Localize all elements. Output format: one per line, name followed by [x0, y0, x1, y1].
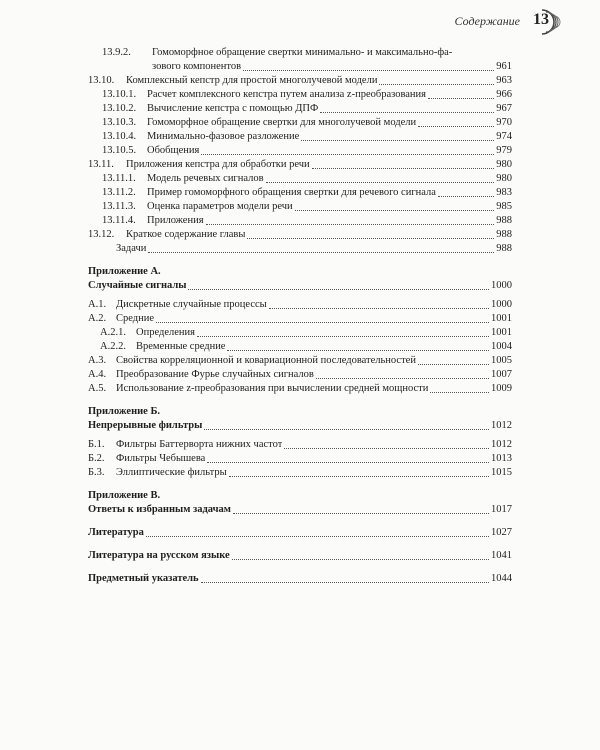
toc-entry[interactable] [88, 130, 512, 144]
toc-title: Фильтры Баттерворта нижних частот [116, 439, 283, 450]
toc-number: А.3. [88, 355, 107, 366]
toc-title: Временные средние [136, 341, 226, 352]
toc-title: Расчет комплексного кепстра путем анализа z-преобразования [147, 89, 426, 100]
toc-title: Вычисление кепстра с помощью ДПФ [147, 103, 319, 114]
toc-entry[interactable] [88, 158, 512, 172]
toc-entry[interactable] [88, 214, 512, 228]
toc-title-continued: зового компонентов [152, 61, 242, 72]
toc-number: 13.11. [88, 159, 114, 170]
leader-dots [232, 556, 489, 560]
toc-number: Б.1. [88, 439, 105, 450]
toc-title: Гомоморфное обращение свертки для многолучевой модели [147, 117, 417, 128]
toc-page: 979 [496, 145, 512, 156]
toc-title: Комплексный кепстр для простой многолучевой модели [126, 75, 378, 86]
leader-dots [430, 389, 489, 393]
toc-page: 985 [496, 201, 512, 212]
leader-dots [201, 579, 489, 583]
toc-page: 1009 [491, 383, 512, 394]
toc-page: 963 [496, 75, 512, 86]
toc-entry[interactable] [88, 200, 512, 214]
leader-dots [204, 426, 489, 430]
toc-entry[interactable] [88, 340, 512, 354]
running-title: Содержание [454, 14, 520, 28]
leader-dots [197, 333, 489, 337]
appendix-heading [88, 489, 512, 503]
toc-entry[interactable] [88, 102, 512, 116]
toc-title: Средние [116, 313, 155, 324]
leader-dots [418, 123, 494, 127]
toc-title: Пример гомоморфного обращения свертки для речевого сигнала [147, 187, 436, 198]
toc-number: 13.10.3. [102, 117, 137, 128]
toc-number: 13.12. [88, 229, 115, 240]
leader-dots [227, 347, 489, 351]
toc-page: 980 [496, 173, 512, 184]
leader-dots [148, 249, 494, 253]
toc-number: Б.2. [88, 453, 105, 464]
toc-title: Гомоморфное обращение свертки минимально- и максимально-фа- [152, 47, 453, 58]
leader-dots [295, 207, 495, 211]
leader-dots [188, 286, 489, 290]
toc-entry[interactable] [88, 88, 512, 102]
toc-page: 980 [496, 159, 512, 170]
toc-number: 13.9.2. [102, 47, 131, 58]
toc-page: 970 [496, 117, 512, 128]
toc-page: 1004 [491, 341, 512, 352]
toc-title: Минимально-фазовое разложение [147, 131, 300, 142]
table-of-contents [88, 46, 512, 586]
leader-dots [428, 95, 494, 99]
leader-dots [266, 179, 495, 183]
toc-title: Предметный указатель [88, 573, 199, 584]
toc-entry[interactable] [88, 368, 512, 382]
appendix-label: Приложение Б. [88, 406, 161, 417]
leader-dots [438, 193, 494, 197]
toc-entry[interactable] [88, 382, 512, 396]
toc-entry[interactable] [88, 242, 512, 256]
toc-title: Случайные сигналы [88, 280, 187, 291]
toc-title: Свойства корреляционной и ковариационной последовательностей [116, 355, 416, 366]
toc-page: 988 [496, 229, 512, 240]
toc-entry[interactable] [88, 116, 512, 130]
toc-entry[interactable] [88, 326, 512, 340]
toc-title: Преобразование Фурье случайных сигналов [116, 369, 314, 380]
toc-title: Приложения [147, 215, 204, 226]
toc-number: А.2. [88, 313, 107, 324]
toc-entry[interactable] [88, 186, 512, 200]
toc-number: 13.11.1. [102, 173, 136, 184]
toc-page: 1005 [491, 355, 512, 366]
leader-dots [156, 319, 489, 323]
toc-number: 13.10.4. [102, 131, 137, 142]
appendix-heading [88, 265, 512, 279]
toc-page: 961 [496, 61, 512, 72]
toc-page: 1041 [491, 550, 512, 561]
toc-number: Б.3. [88, 467, 105, 478]
leader-dots [269, 305, 489, 309]
toc-entry[interactable] [88, 298, 512, 312]
toc-page: 967 [496, 103, 512, 114]
toc-page: 1000 [491, 299, 512, 310]
toc-entry[interactable] [88, 354, 512, 368]
toc-page: 1001 [491, 313, 512, 324]
leader-dots [207, 459, 489, 463]
toc-page: 988 [496, 243, 512, 254]
leader-dots [146, 533, 489, 537]
toc-number: А.5. [88, 383, 107, 394]
leader-dots [201, 151, 494, 155]
toc-number: 13.11.2. [102, 187, 136, 198]
page-number: 13 [533, 11, 549, 28]
toc-entry[interactable] [88, 46, 512, 60]
toc-page: 1001 [491, 327, 512, 338]
toc-title: Модель речевых сигналов [147, 173, 264, 184]
leader-dots [379, 81, 494, 85]
toc-entry[interactable] [88, 438, 512, 452]
leader-dots [206, 221, 495, 225]
toc-entry[interactable] [88, 144, 512, 158]
toc-title: Ответы к избранным задачам [88, 504, 231, 515]
toc-entry[interactable] [88, 466, 512, 480]
toc-number: А.2.1. [100, 327, 126, 338]
toc-page: 983 [496, 187, 512, 198]
toc-page: 1044 [491, 573, 512, 584]
toc-title: Литература на русском языке [88, 550, 230, 561]
toc-title: Использование z-преобразования при вычислении средней мощности [116, 383, 429, 394]
toc-page: 1015 [491, 467, 512, 478]
toc-entry[interactable] [88, 279, 512, 293]
toc-number: 13.10.2. [102, 103, 137, 114]
toc-page: 1017 [491, 504, 512, 515]
toc-title: Приложения кепстра для обработки речи [126, 159, 310, 170]
toc-title: Задачи [116, 243, 147, 254]
leader-dots [312, 165, 495, 169]
toc-page: 1027 [491, 527, 512, 538]
appendix-label: Приложение А. [88, 266, 161, 277]
leader-dots [233, 510, 489, 514]
toc-title: Непрерывные фильтры [88, 420, 203, 431]
toc-page: 974 [496, 131, 512, 142]
toc-entry[interactable] [88, 419, 512, 433]
toc-page: 1007 [491, 369, 512, 380]
leader-dots [247, 235, 494, 239]
toc-entry[interactable] [88, 572, 512, 586]
appendix-heading [88, 405, 512, 419]
toc-title: Определения [136, 327, 195, 338]
leader-dots [316, 375, 489, 379]
toc-entry[interactable] [88, 74, 512, 88]
toc-entry[interactable] [88, 228, 512, 242]
toc-title: Дискретные случайные процессы [116, 299, 267, 310]
toc-title: Оценка параметров модели речи [147, 201, 293, 212]
page-header [0, 8, 600, 36]
leader-dots [418, 361, 489, 365]
appendix-label: Приложение В. [88, 490, 161, 501]
leader-dots [301, 137, 494, 141]
toc-number: 13.10.1. [102, 89, 137, 100]
toc-entry[interactable] [88, 549, 512, 563]
toc-title: Обобщения [147, 145, 200, 156]
toc-title: Литература [88, 527, 144, 538]
toc-number: 13.10.5. [102, 145, 137, 156]
toc-entry-continuation[interactable] [88, 60, 512, 74]
toc-title: Фильтры Чебышева [116, 453, 206, 464]
toc-entry[interactable] [88, 452, 512, 466]
leader-dots [243, 67, 494, 71]
leader-dots [284, 445, 489, 449]
swirl-ornament-icon [538, 8, 564, 36]
toc-title: Эллиптические фильтры [116, 467, 227, 478]
toc-title: Краткое содержание главы [126, 229, 246, 240]
leader-dots [229, 473, 489, 477]
toc-page: 1000 [491, 280, 512, 291]
toc-page: 988 [496, 215, 512, 226]
toc-number: 13.10. [88, 75, 115, 86]
toc-number: 13.11.4. [102, 215, 136, 226]
toc-entry[interactable] [88, 526, 512, 540]
toc-entry[interactable] [88, 172, 512, 186]
toc-entry[interactable] [88, 503, 512, 517]
toc-number: 13.11.3. [102, 201, 136, 212]
toc-page: 1013 [491, 453, 512, 464]
toc-number: А.4. [88, 369, 107, 380]
toc-page: 1012 [491, 420, 512, 431]
toc-number: А.1. [88, 299, 107, 310]
toc-number: А.2.2. [100, 341, 126, 352]
toc-page: 1012 [491, 439, 512, 450]
toc-page: 966 [496, 89, 512, 100]
toc-entry[interactable] [88, 312, 512, 326]
leader-dots [320, 109, 494, 113]
